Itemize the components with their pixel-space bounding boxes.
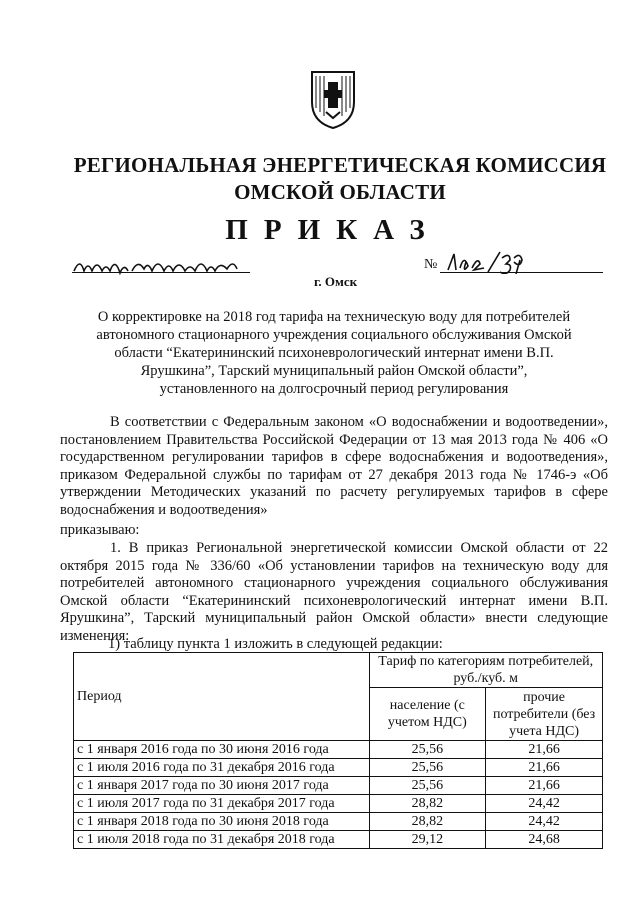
organization-title: РЕГИОНАЛЬНАЯ ЭНЕРГЕТИЧЕСКАЯ КОМИССИЯ ОМСКОЙ ОБЛАСТИ: [73, 153, 607, 204]
header-population: население (с учетом НДС): [369, 688, 486, 741]
subitem-1-paragraph: 1) таблицу пункта 1 изложить в следующей редакции:: [108, 636, 443, 652]
other-cell: 24,68: [486, 831, 603, 849]
handwritten-number: [444, 250, 524, 274]
order-word: приказываю:: [60, 522, 140, 538]
table-row: [74, 741, 603, 759]
other-cell: 24,42: [486, 795, 603, 813]
date-underline: [72, 272, 250, 273]
handwritten-date: [72, 255, 252, 277]
header-tariff: Тариф по категориям потребителей, руб./куб. м: [369, 653, 603, 688]
table-row: [74, 759, 603, 777]
population-cell: 25,56: [369, 777, 486, 795]
population-cell: 25,56: [369, 741, 486, 759]
table-row: [74, 795, 603, 813]
other-cell: 21,66: [486, 777, 603, 795]
period-cell: с 1 января 2018 года по 30 июня 2018 года: [74, 813, 370, 831]
city-label: г. Омск: [314, 274, 358, 289]
period-cell: с 1 января 2016 года по 30 июня 2016 года: [74, 741, 370, 759]
document-type: ПРИКАЗ: [225, 214, 441, 246]
table-row: [74, 831, 603, 849]
header-period: Период: [74, 653, 370, 741]
population-cell: 28,82: [369, 795, 486, 813]
period-cell: с 1 января 2017 года по 30 июня 2017 года: [74, 777, 370, 795]
population-cell: 29,12: [369, 831, 486, 849]
number-label: №: [424, 257, 438, 272]
population-cell: 28,82: [369, 813, 486, 831]
other-cell: 24,42: [486, 813, 603, 831]
other-cell: 21,66: [486, 741, 603, 759]
item-1-paragraph: 1. В приказ Региональной энергетической комиссии Омской области от 22 октября 2015 года № 336/60 «Об установлении тарифов на техническую воду для потребителей автономного стационарного учреждения социального обслуживания Омской области “Екатерининский психоневрологический интернат имени В.П. Ярушкина”, Тарский муниципальный район Омской области» внести следующие изменения:: [60, 540, 608, 644]
header-other: прочие потребители (без учета НДС): [486, 688, 603, 741]
preamble-paragraph: В соответствии с Федеральным законом «О водоснабжении и водоотведении», постановлением Правительства Российской Федерации от 13 мая 2013 года № 406 «О государственном регулировании тарифов в сфере водоснабжения и водоотведения», приказом Федеральной службы по тарифам от 27 декабря 2013 года № 1746-э «Об утверждении Методических указаний по расчету регулируемых тарифов в сфере водоснабжения и водоотведения»: [60, 414, 608, 518]
document-subject: О корректировке на 2018 год тарифа на техническую воду для потребителей автономного стационарного учреждения социального обслуживания Омской области “Екатерининский психоневрологический интернат имени В.П. Ярушкина”, Тарский муниципальный район Омской области”, установленного на долгосрочный период регулирования: [96, 309, 572, 397]
period-cell: с 1 июля 2018 года по 31 декабря 2018 года: [74, 831, 370, 849]
period-cell: с 1 июля 2017 года по 31 декабря 2017 года: [74, 795, 370, 813]
tariff-table: [73, 652, 603, 849]
table-row: [74, 813, 603, 831]
number-underline: [440, 272, 603, 273]
other-cell: 21,66: [486, 759, 603, 777]
coat-of-arms-icon: [308, 68, 358, 130]
table-row: [74, 777, 603, 795]
period-cell: с 1 июля 2016 года по 31 декабря 2016 года: [74, 759, 370, 777]
population-cell: 25,56: [369, 759, 486, 777]
